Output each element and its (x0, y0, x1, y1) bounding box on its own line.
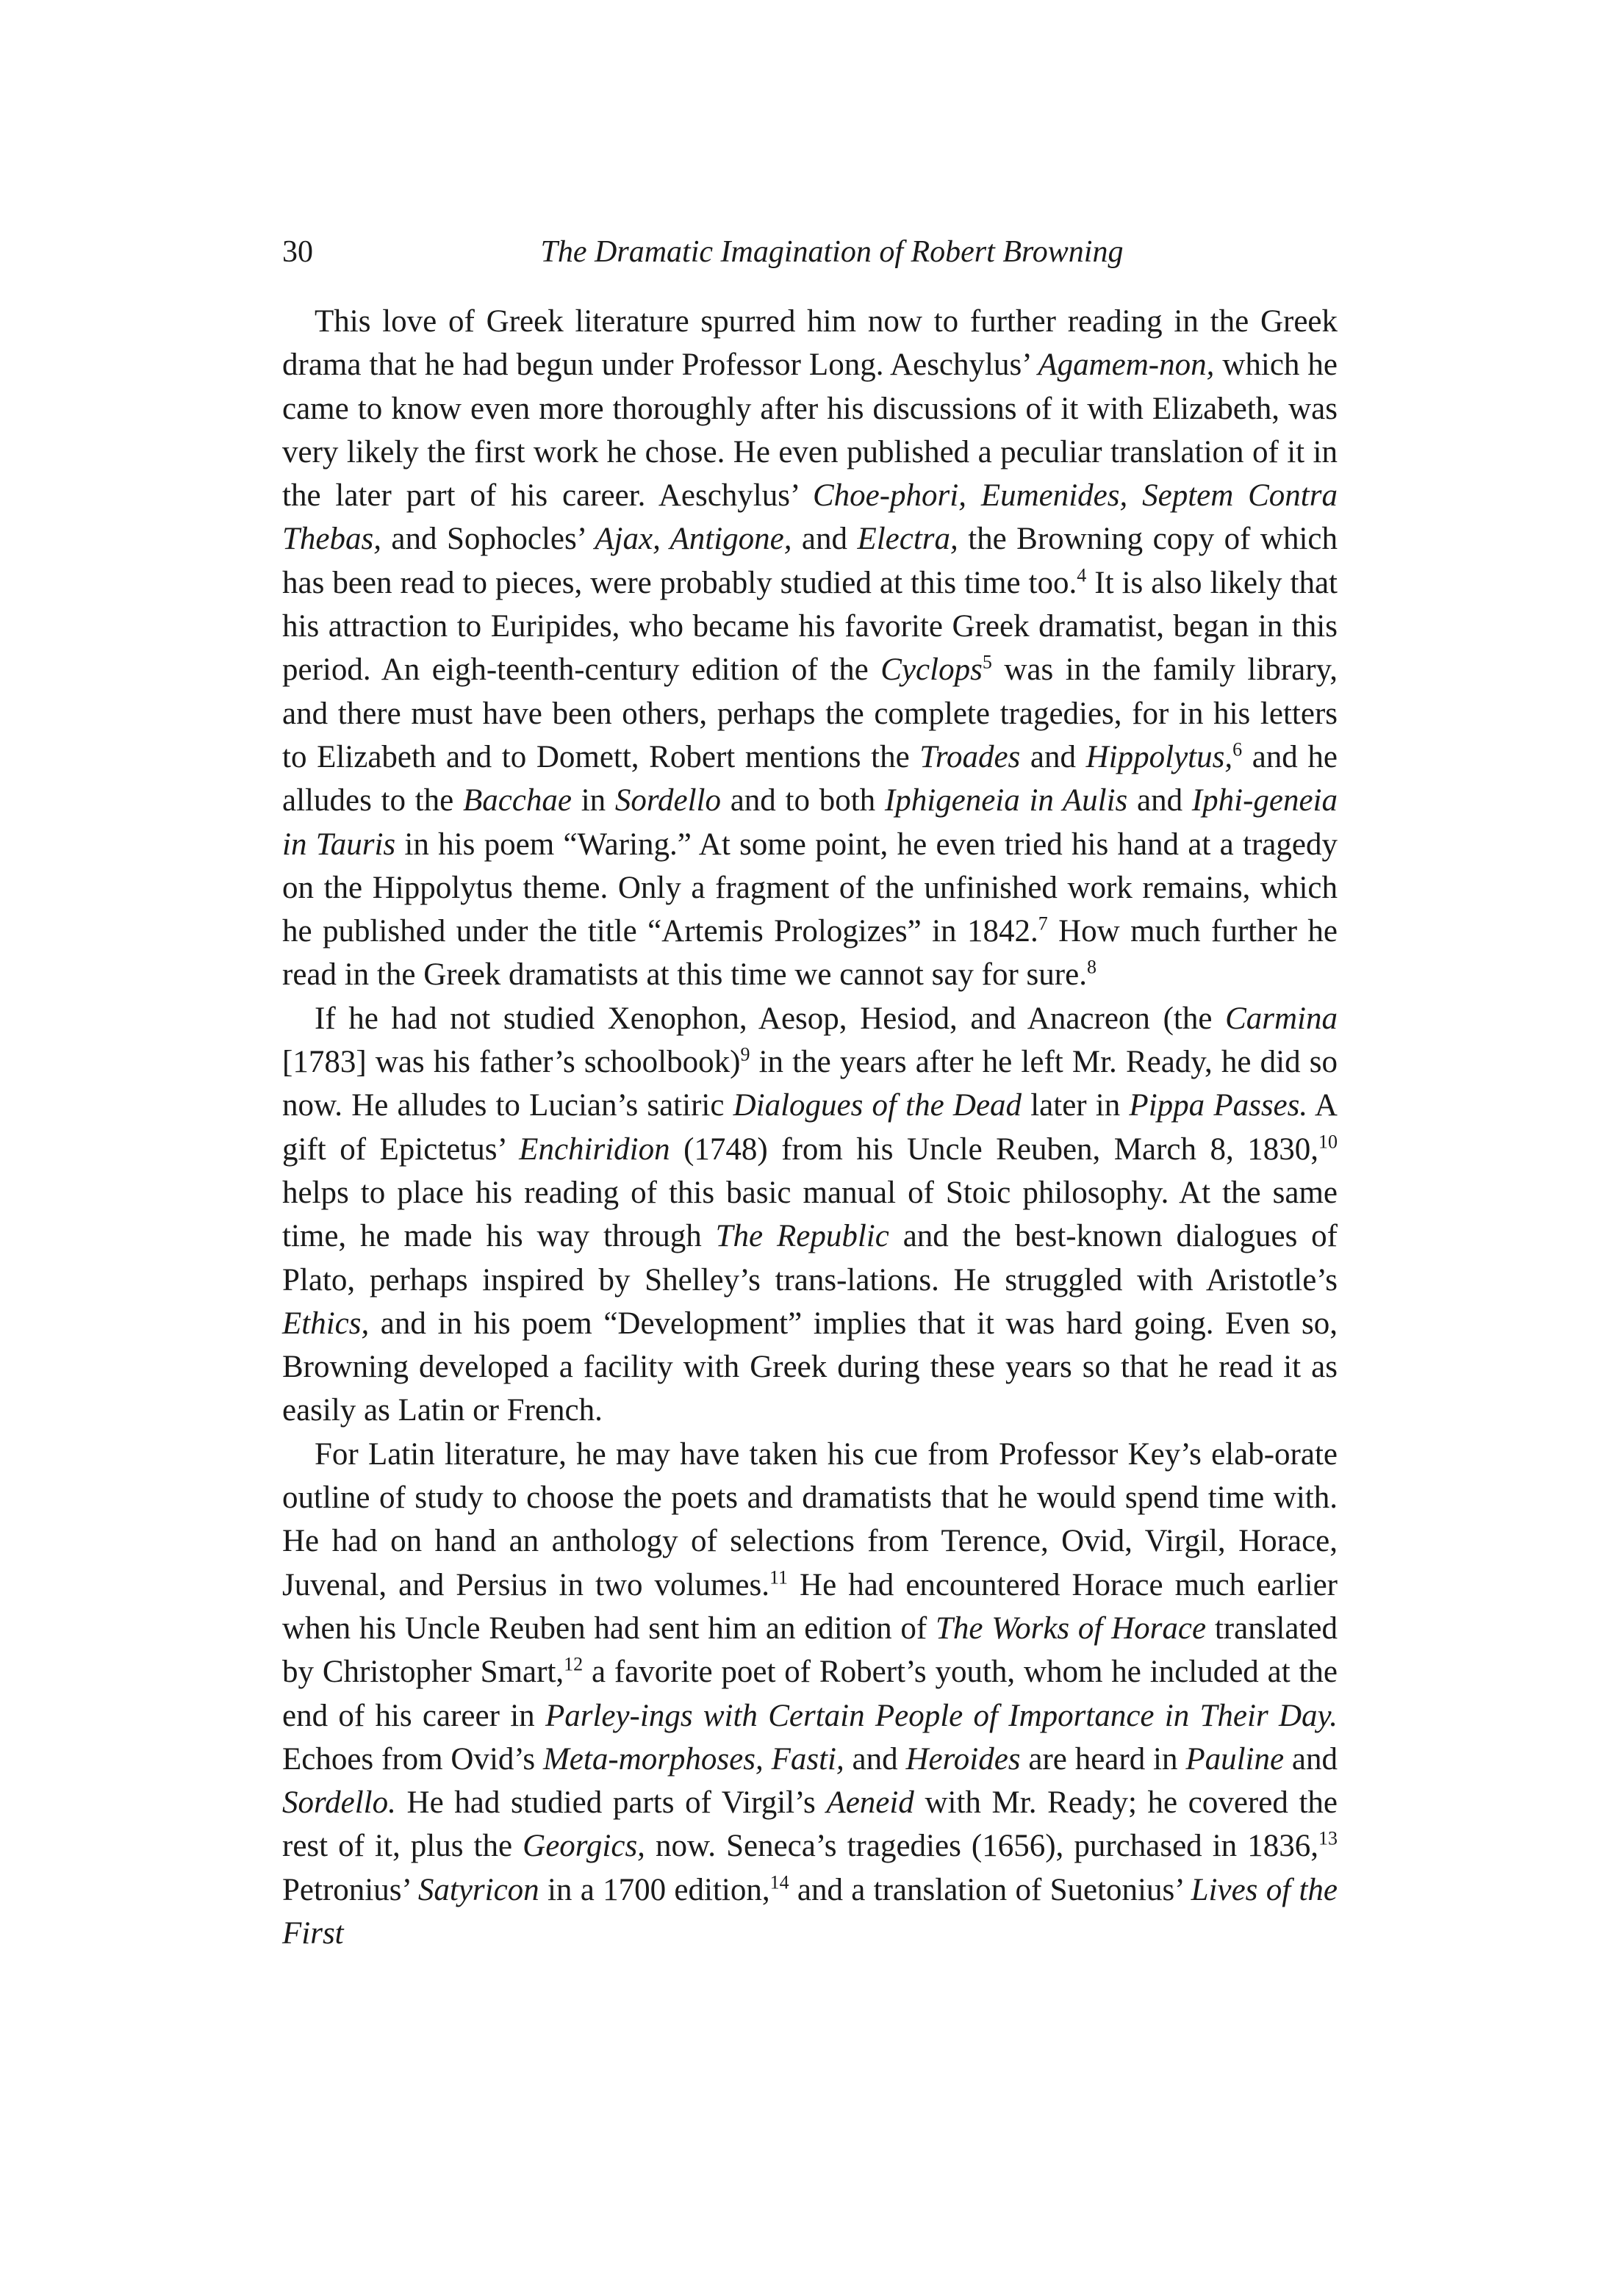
italic-title: Hippolytus, (1085, 739, 1233, 774)
text-run: and the best-known dialogues of Plato, perhaps inspired by Shelley’s trans-lations. He struggled with Aristotle’s (282, 1219, 1338, 1298)
italic-title: Satyricon (417, 1872, 539, 1907)
italic-title: Electra, (857, 522, 958, 557)
italic-title: Dialogues of the Dead (733, 1088, 1022, 1123)
italic-title: Troades (919, 739, 1021, 774)
footnote-ref: 11 (769, 1566, 789, 1588)
italic-title: Sordello (614, 783, 721, 818)
italic-title: Parley-ings with Certain People of Importance in Their Day. (545, 1698, 1338, 1733)
body-text (282, 300, 1338, 1955)
text-run: a favorite poet of Robert’s youth, whom he included at the end of his career in (282, 1655, 1338, 1733)
footnote-ref: 4 (1077, 564, 1087, 586)
text-run: was in the family library, and there must have been others, perhaps the complete tragedies, for in his letters to Elizabeth and to Domett, Robert mentions the (282, 652, 1338, 774)
text-run: in a 1700 edition, (539, 1872, 770, 1907)
italic-title: Pippa Passes. (1129, 1088, 1308, 1123)
text-run: in (571, 783, 615, 818)
italic-title: Choe-phori, Eumenides, Septem Contra Thebas, (282, 478, 1338, 557)
text-run: in the years after he left Mr. Ready, he did so now. He alludes to Lucian’s satiric (282, 1045, 1338, 1123)
italic-title: Iphi-geneia in Tauris (282, 783, 1338, 862)
text-run: Petronius’ (282, 1872, 418, 1907)
italic-title: Meta-morphoses, Fasti, (542, 1741, 844, 1777)
running-title: The Dramatic Imagination of Robert Browning (540, 235, 1124, 269)
text-run: and Sophocles’ (381, 522, 595, 557)
italic-title: Bacchae (462, 783, 572, 818)
text-run: now. Seneca’s tragedies (1656), purchased in 1836, (645, 1829, 1319, 1864)
italic-title: Heroides (905, 1741, 1021, 1777)
italic-title: Cyclops (880, 652, 983, 688)
text-run: and (1284, 1741, 1338, 1777)
text-run: A gift of Epictetus’ (282, 1088, 1338, 1167)
text-run: and a translation of Suetonius’ (789, 1872, 1191, 1907)
footnote-ref: 12 (564, 1653, 584, 1675)
italic-title: Ethics, (282, 1306, 370, 1341)
text-run: If he had not studied Xenophon, Aesop, Hesiod, and Anacreon (the (315, 1001, 1226, 1036)
text-run: It is also likely that his attraction to Euripides, who became his favorite Greek dramatist, began in this period. An eigh-teenth-century edition of the (282, 565, 1338, 688)
footnote-ref: 9 (740, 1043, 750, 1065)
footnote-ref: 8 (1086, 957, 1096, 979)
italic-title: The Works of Horace (935, 1611, 1207, 1646)
italic-title: The Republic (715, 1219, 889, 1254)
italic-title: Aeneid (826, 1785, 914, 1821)
text-run: [1783] was his father’s schoolbook) (282, 1045, 741, 1080)
footnote-ref: 10 (1318, 1131, 1338, 1153)
text-run: the Browning copy of which has been read to pieces, were probably studied at this time too. (282, 522, 1338, 600)
text-run: in his poem “Waring.” At some point, he even tried his hand at a tragedy on the Hippolytus theme. Only a fragment of the unfinished work remains, which he published under the title “Artemis Prologizes” in 1842. (282, 827, 1338, 949)
paragraph (282, 997, 1338, 1433)
footnote-ref: 14 (769, 1871, 789, 1893)
text-run: and (792, 522, 858, 557)
text-run: helps to place his reading of this basic manual of Stoic philosophy. At the same time, he made his way through (282, 1175, 1338, 1254)
text-run: and in his poem “Development” implies that it was hard going. Even so, Browning developed a facility with Greek during these years so that he read it as easily as Latin or French. (282, 1306, 1338, 1428)
text-run: and (1020, 739, 1086, 774)
footnote-ref: 13 (1318, 1828, 1338, 1850)
text-run: with Mr. Ready; he covered the rest of it, plus the (282, 1785, 1338, 1864)
footnote-ref: 6 (1232, 738, 1243, 760)
text-run: How much further he read in the Greek dramatists at this time we cannot say for sure. (282, 914, 1338, 993)
text-run: Echoes from Ovid’s (282, 1741, 543, 1777)
text-run: and to both (721, 783, 885, 818)
italic-title: Georgics, (523, 1829, 645, 1864)
text-run: He had studied parts of Virgil’s (395, 1785, 827, 1821)
text-run: later in (1022, 1088, 1130, 1123)
italic-title: Agamem-non, (1038, 348, 1215, 383)
italic-title: Iphigeneia in Aulis (884, 783, 1128, 818)
text-run: and (1127, 783, 1192, 818)
italic-title: Enchiridion (519, 1131, 670, 1167)
text-run: and he alludes to the (282, 739, 1338, 818)
page-number: 30 (282, 235, 313, 269)
italic-title: Ajax, Antigone, (595, 522, 792, 557)
italic-title: Carmina (1225, 1001, 1338, 1036)
footnote-ref: 7 (1038, 913, 1048, 935)
italic-title: Lives of the First (282, 1872, 1338, 1951)
footnote-ref: 5 (982, 652, 992, 674)
running-head (282, 234, 1338, 270)
paragraph (282, 1433, 1338, 1956)
text-run: This love of Greek literature spurred him now to further reading in the Greek drama that he had begun under Professor Long. Aeschylus’ (282, 304, 1338, 383)
italic-title: Pauline (1185, 1741, 1285, 1777)
text-run: For Latin literature, he may have taken his cue from Professor Key’s elab-orate outline of study to choose the poets and dramatists that he would spend time with. He had on hand an anthology of selections from Terence, Ovid, Virgil, Horace, Juvenal, and Persius in two volumes. (282, 1436, 1338, 1602)
text-run: (1748) from his Uncle Reuben, March 8, 1830, (670, 1131, 1318, 1167)
text-run: translated by Christopher Smart, (282, 1611, 1338, 1690)
italic-title: Sordello. (282, 1785, 396, 1821)
text-run: are heard in (1020, 1741, 1186, 1777)
text-run: which he came to know even more thoroughly after his discussions of it with Elizabeth, was very likely the first work he chose. He even published a peculiar translation of it in the later part of his career. Aeschylus’ (282, 348, 1338, 514)
paragraph (282, 300, 1338, 997)
text-run: and (844, 1741, 906, 1777)
text-run: He had encountered Horace much earlier when his Uncle Reuben had sent him an edition of (282, 1567, 1338, 1646)
